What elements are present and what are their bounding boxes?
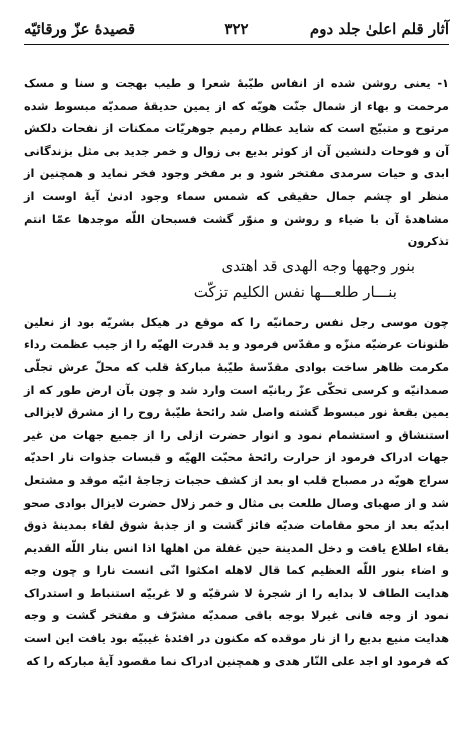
page-number: ۳۲۲ [224,20,249,38]
verse-line-2: بنـــار طلعـــها نفس الکلیم تزکّت [193,282,397,301]
book-title: آثار قلم اعلیٰ جلد دوم [309,20,449,38]
verse-line-1: بنور وجهها وجه الهدی قد اهتدی [221,256,415,275]
document-body [24,72,449,672]
document-page [24,18,449,730]
header-rule [24,44,449,45]
footnote-paragraph: ۱- یعنی روشن شده از انفاس طیّبهٔ شعرا و طیب بهجت و سنا و مسک مرحمت و بهاء از شمال جنّت هویّه که از یمین حدیقهٔ صمدیّه مبسوط شده مرتوح و متبیّج است که شاید عظام رمیم جوهریّات ممکنات از نفحات دلکش آن و فوحات دلنشین آن از کوثر بدیع بی زوال و خمر جدید بی مثل بزندگانی ابدی و حیات سرمدی مفتخر شود و بر مفخر وجود فخر نماید و همچنین از منظر او چشم جمال حقیقی که شمس سماء وجود ادنیٰ آیهٔ اوست از مشاهدهٔ آن با ضیاء و روشن و منوّر گشت فسبحان اللّه موجدها عمّا انتم تذکرون [24,76,449,249]
section-title: قصيدهٔ عزّ ورقائيّه [24,20,136,38]
commentary-paragraph: چون موسی رجل نفس رحمانیّه را که موقع در هیکل بشریّه بود از نعلین ظنونات عرضیّه منزّه و مقدّس فرمود و ید قدرت الهیّه را از جیب عظمت رداء مکرمت ظاهر ساخت بوادی مقدّسهٔ طیّبهٔ مبارکهٔ قلب که محلّ عرش تجلّی صمدانیّه و کرسی تحکّی عزّ ربانیّه است وارد شد و چون بآن ارض طور که از یمین بقعهٔ نور مبسوط گشته واصل شد رائحهٔ طیّبهٔ روح را از مشرق لایزالی استنشاق و استشمام نمود و انوار حضرت ازلی را از جمیع جهات من غیر جهات ادراک فرمود از حرارت رائحهٔ محبّت الهیّه و قبسات جذوات نار احدیّه سراج هویّه در مصباح قلب او بعد از کشف حجبات زجاجهٔ انیّه موقد و مشتعل شد و از صهبای وصال طلعت بی مثال و خمر زلال حضرت لایزال بوادی صحو ابدیّه بعد از محو مقامات ضدیّه فائز گشت و از جذبهٔ شوق لقاء بمدینهٔ ذوق بقاء اطلاع یافت و دخل المدینة حین غفلة من اهلها اذا انس بنار اللّه القدیم و اضاء بنور اللّه العظیم کما قال لاهله امکثوا انّی انست نارا و چون وجه هدایت الطاف لا بدایه را از شجرهٔ لا شرقیّه و لا غربیّه استنباط و استدراک نمود از وجه فانی غیرلا بوجه باقی صمدیّه مشرّف و مفتخر گشت و وجه هدایت منیع بدیع را از نار موقده که مکنون در افئدهٔ غیبیّه بود یافت این است که فرمود او اجد علی النّار هدی و همچنین ادراک نما مقصود آیهٔ مبارکه را که [24,314,449,668]
running-header [24,18,449,44]
